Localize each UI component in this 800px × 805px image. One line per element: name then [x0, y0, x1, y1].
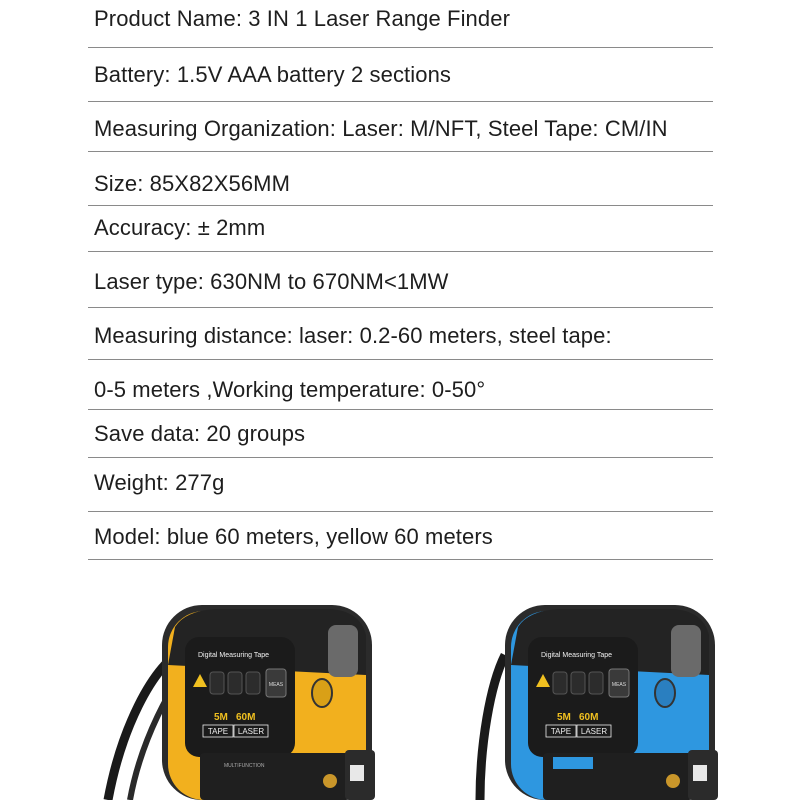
badge-5m: 5M: [557, 712, 571, 723]
bottom-text: MULTIFUNCTION: [224, 763, 265, 769]
spec-row-model: [88, 512, 713, 560]
button-1: [553, 672, 567, 694]
spec-text: Size: 85X82X56MM: [94, 171, 291, 196]
badge-laser: LASER: [237, 727, 265, 736]
badge-60m: 60M: [579, 712, 599, 723]
button-3: [589, 672, 603, 694]
spec-row-save-data: [88, 410, 713, 458]
lock-button: [671, 625, 701, 677]
spec-text: Save data: 20 groups: [94, 421, 306, 446]
spec-row-weight: [88, 458, 713, 512]
spec-text: Battery: 1.5V AAA battery 2 sections: [94, 62, 452, 87]
spec-text: Measuring Organization: Laser: M/NFT, Steel Tape: CM/IN: [94, 116, 668, 141]
meas-label: MEAS: [611, 682, 627, 688]
button-2: [571, 672, 585, 694]
spec-row-working-temperature: [88, 360, 713, 410]
badge-60m: 60M: [236, 712, 256, 723]
button-3: [246, 672, 260, 694]
device-yellow: [108, 605, 375, 800]
badge-laser: LASER: [580, 727, 608, 736]
spec-text: Accuracy: ± 2mm: [94, 215, 266, 240]
spec-row-accuracy: [88, 206, 713, 252]
spec-row-product-name: [88, 0, 713, 48]
spec-text: Measuring distance: laser: 0.2-60 meters, steel tape:: [94, 323, 612, 348]
spec-text: Laser type: 630NM to 670NM<1MW: [94, 269, 449, 294]
spec-row-size: [88, 152, 713, 206]
button-1: [210, 672, 224, 694]
button-2: [228, 672, 242, 694]
device-blue: [480, 605, 718, 800]
badge-tape: TAPE: [207, 727, 229, 736]
product-photo: [0, 585, 800, 800]
badge-tape: TAPE: [550, 727, 572, 736]
panel-label: Digital Measuring Tape: [198, 652, 270, 659]
spec-row-laser-type: [88, 252, 713, 308]
spec-text: Model: blue 60 meters, yellow 60 meters: [94, 524, 493, 549]
meas-label: MEAS: [268, 682, 284, 688]
spec-text: Product Name: 3 IN 1 Laser Range Finder: [94, 6, 510, 31]
lock-button: [328, 625, 358, 677]
lanyard-icon: [480, 655, 505, 800]
spec-row-measuring-organization: [88, 102, 713, 152]
spec-row-battery: [88, 48, 713, 102]
product-images: [0, 585, 800, 800]
badge-5m: 5M: [214, 712, 228, 723]
spec-text: Weight: 277g: [94, 470, 225, 495]
panel-label: Digital Measuring Tape: [541, 652, 613, 659]
spec-text: 0-5 meters ,Working temperature: 0-50°: [94, 377, 486, 402]
spec-row-measuring-distance: [88, 308, 713, 360]
